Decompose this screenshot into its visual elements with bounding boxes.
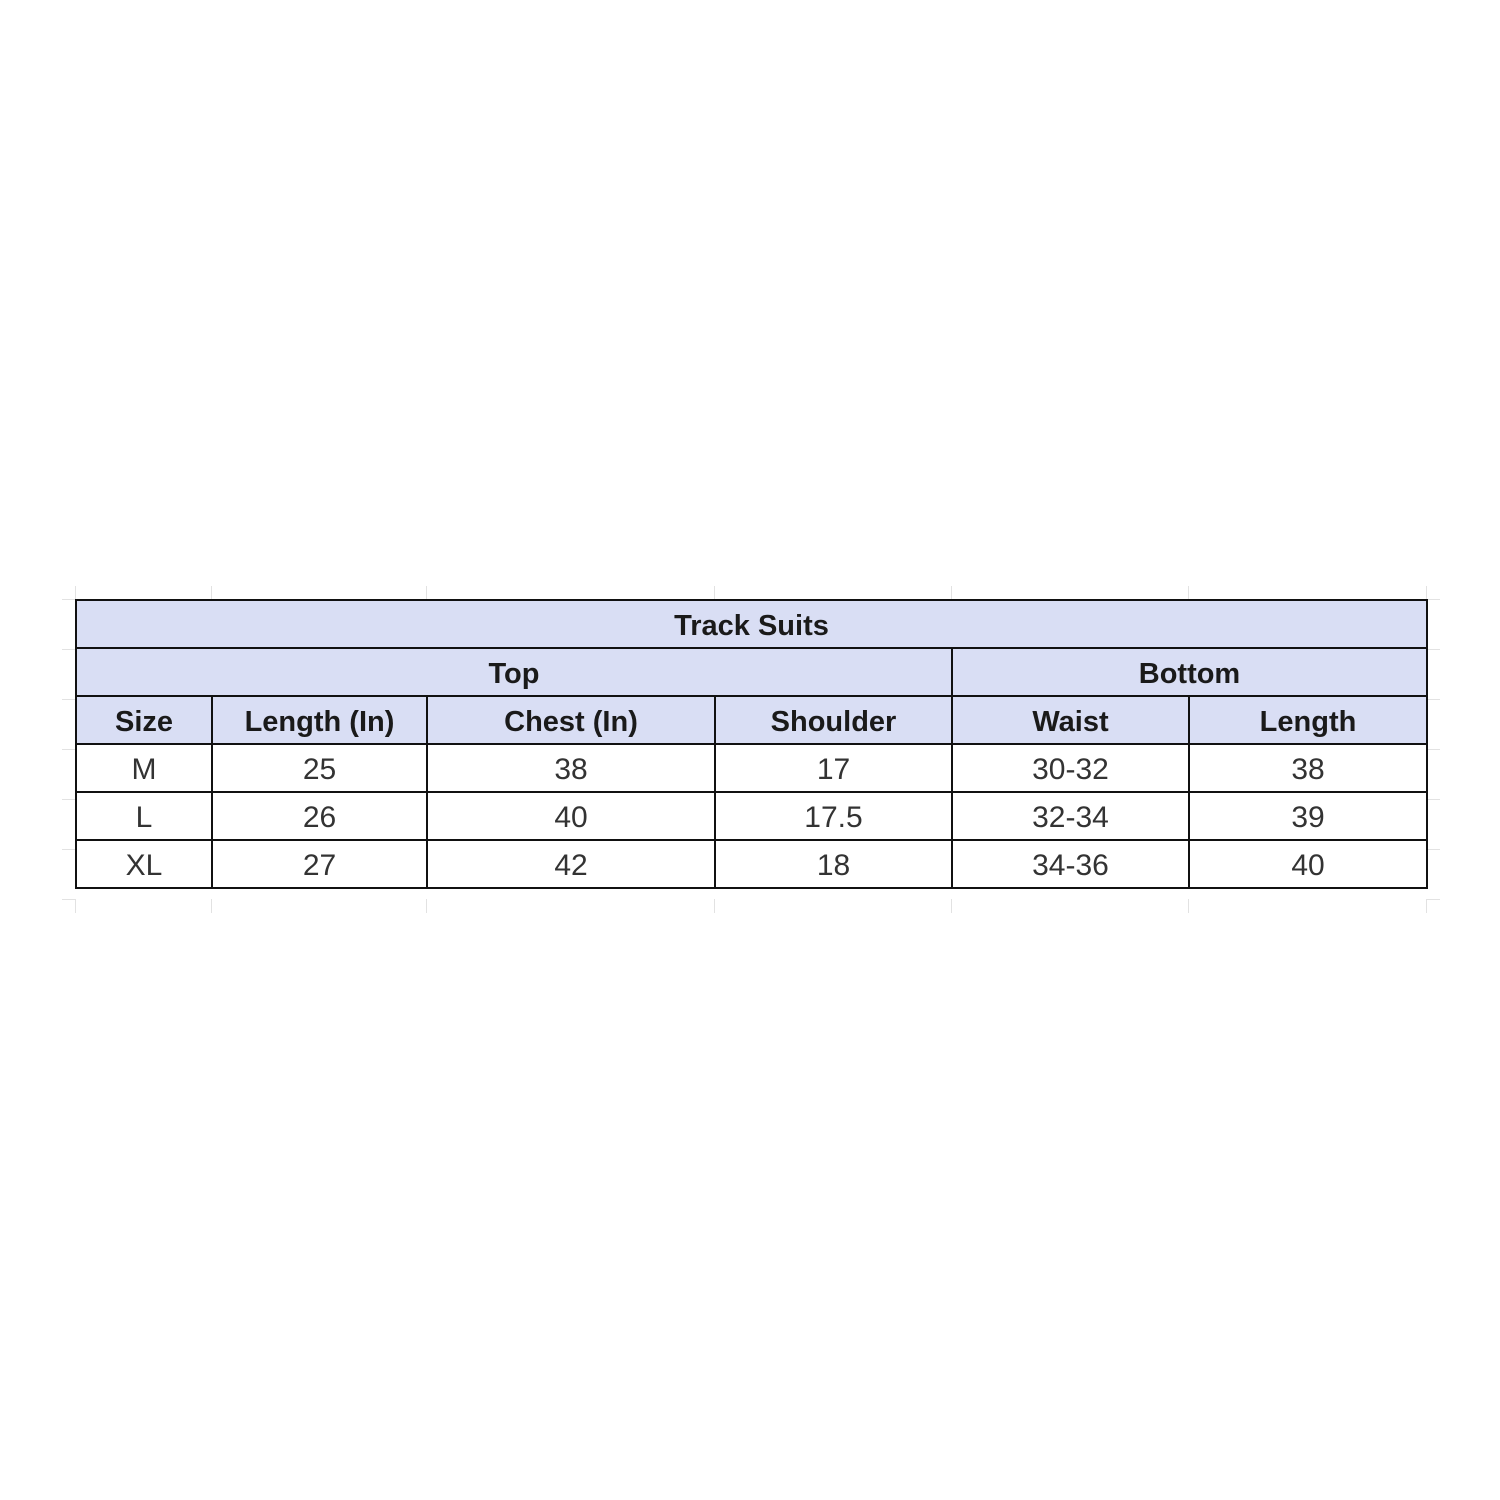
table-cell: 17.5 — [715, 792, 952, 840]
grid-tick — [1188, 899, 1189, 913]
column-header-size: Size — [76, 696, 212, 744]
column-header-row — [76, 696, 1427, 744]
grid-tick — [1426, 699, 1440, 700]
table-row — [76, 744, 1427, 792]
column-header-bottom-length: Length — [1189, 696, 1427, 744]
table-row — [76, 792, 1427, 840]
grid-tick — [1426, 749, 1440, 750]
title-row — [76, 600, 1427, 648]
table-cell: 38 — [427, 744, 715, 792]
table-cell: XL — [76, 840, 212, 888]
grid-tick — [62, 699, 75, 700]
grid-tick — [211, 586, 212, 599]
grid-tick — [1426, 649, 1440, 650]
column-header-shoulder: Shoulder — [715, 696, 952, 744]
grid-tick — [62, 599, 75, 600]
grid-tick — [62, 649, 75, 650]
table-cell: 30-32 — [952, 744, 1189, 792]
column-header-waist: Waist — [952, 696, 1189, 744]
grid-tick — [211, 899, 212, 913]
table-cell: 39 — [1189, 792, 1427, 840]
size-chart-table — [75, 599, 1428, 889]
spreadsheet-area — [62, 586, 1440, 916]
table-cell: L — [76, 792, 212, 840]
table-cell: 26 — [212, 792, 427, 840]
grid-tick — [75, 586, 76, 599]
grid-tick — [62, 749, 75, 750]
table-cell: 40 — [427, 792, 715, 840]
grid-tick — [1426, 849, 1440, 850]
grid-tick — [62, 799, 75, 800]
group-header-bottom: Bottom — [952, 648, 1427, 696]
grid-tick — [62, 899, 75, 900]
grid-tick — [951, 586, 952, 599]
table-title: Track Suits — [76, 600, 1427, 648]
table-cell: 17 — [715, 744, 952, 792]
column-header-top-length: Length (In) — [212, 696, 427, 744]
grid-tick — [714, 586, 715, 599]
grid-tick — [714, 899, 715, 913]
table-cell: 32-34 — [952, 792, 1189, 840]
grid-tick — [1188, 586, 1189, 599]
table-cell: 40 — [1189, 840, 1427, 888]
table-cell: M — [76, 744, 212, 792]
grid-tick — [426, 899, 427, 913]
grid-tick — [62, 849, 75, 850]
table-cell: 38 — [1189, 744, 1427, 792]
table-cell: 34-36 — [952, 840, 1189, 888]
grid-tick — [75, 899, 76, 913]
grid-tick — [426, 586, 427, 599]
group-header-row — [76, 648, 1427, 696]
table-row — [76, 840, 1427, 888]
grid-tick — [1426, 899, 1427, 913]
group-header-top: Top — [76, 648, 952, 696]
table-cell: 25 — [212, 744, 427, 792]
column-header-chest: Chest (In) — [427, 696, 715, 744]
table-cell: 18 — [715, 840, 952, 888]
grid-tick — [1426, 799, 1440, 800]
grid-tick — [1426, 899, 1440, 900]
grid-tick — [1426, 599, 1440, 600]
table-cell: 27 — [212, 840, 427, 888]
grid-tick — [951, 899, 952, 913]
grid-tick — [1426, 586, 1427, 599]
table-cell: 42 — [427, 840, 715, 888]
